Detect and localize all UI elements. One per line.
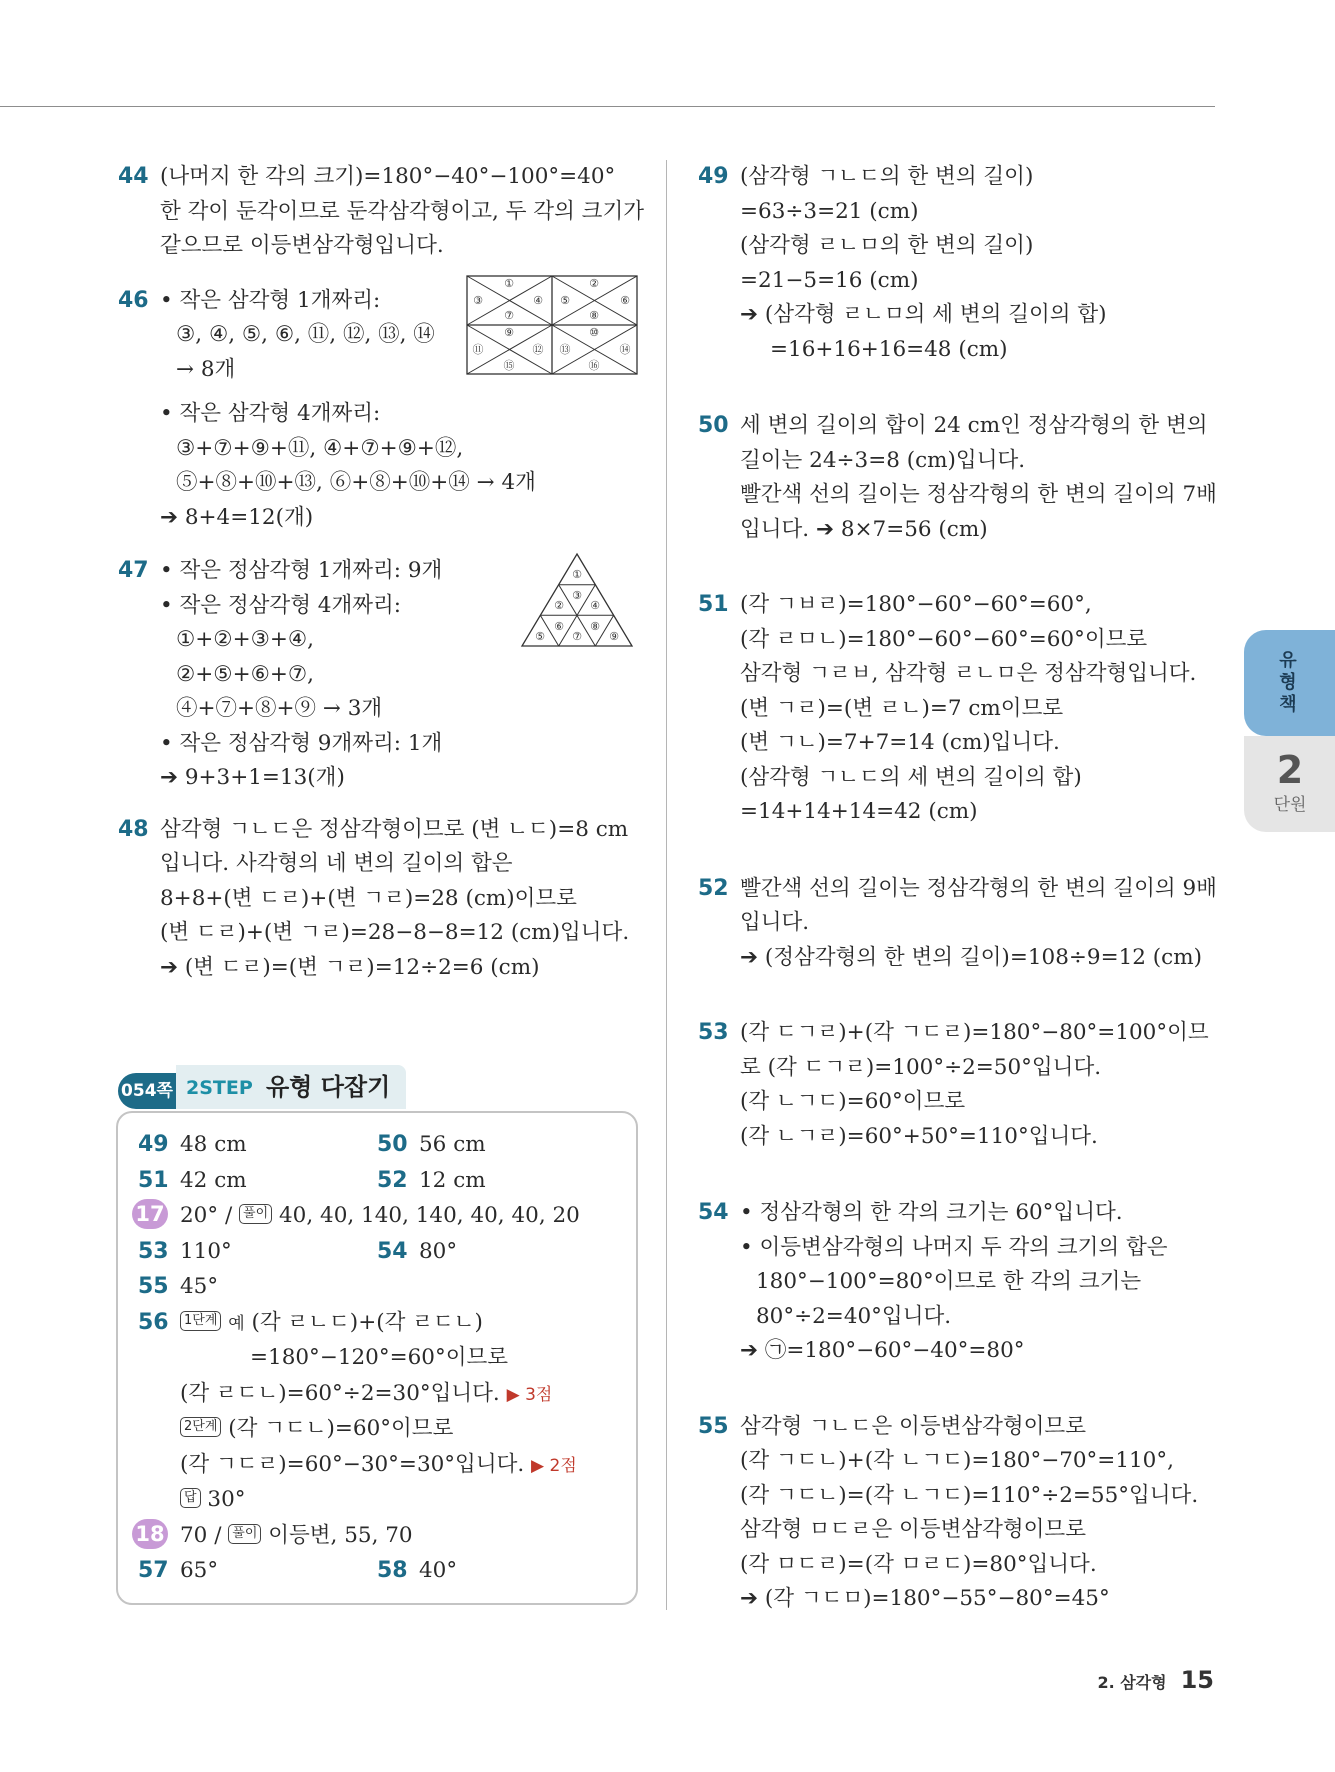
- page-footer: [1097, 1666, 1214, 1694]
- answer-value: 12 cm: [419, 1167, 486, 1193]
- problem-53: [698, 1016, 1218, 1154]
- figure-label: ③: [572, 589, 582, 602]
- answer-value: 30°: [200, 1487, 246, 1512]
- problem-number: 47: [118, 558, 149, 583]
- answer-value: 56 cm: [419, 1132, 486, 1157]
- figure-label: ②: [554, 599, 564, 612]
- figure-label: ⑧: [590, 620, 600, 633]
- section-name: 2. 삼각형: [1097, 1673, 1167, 1692]
- column-divider: [666, 160, 667, 1610]
- problem-number: 55: [698, 1413, 729, 1439]
- solution-line: ⑤+⑧+⑩+⑬, ⑥+⑧+⑩+⑭ → 4개: [176, 470, 536, 495]
- answer-number: 55: [138, 1274, 169, 1299]
- left-column: [118, 160, 644, 1605]
- answer-row: [138, 1163, 624, 1199]
- solution-line: (변 ㄷㄹ)+(변 ㄱㄹ)=28−8−8=12 (cm)입니다.: [160, 920, 630, 945]
- step-tag: 2단계: [180, 1417, 221, 1437]
- solution-line: (각 ㄷㄱㄹ)+(각 ㄱㄷㄹ)=180°−80°=100°이므: [740, 1020, 1209, 1045]
- problem-49: [698, 160, 1218, 367]
- problem-44: [118, 160, 644, 264]
- figure-label: ⑥: [554, 620, 564, 633]
- problem-48: [118, 813, 644, 986]
- answer-value: 48 cm: [180, 1132, 247, 1157]
- figure-label: ④: [590, 599, 600, 612]
- solution-line: =21−5=16 (cm): [740, 267, 919, 293]
- solution-line: ④+⑦+⑧+⑨ → 3개: [176, 696, 383, 721]
- solution-line: ➔ 9+3+1=13(개): [160, 765, 345, 790]
- answer-row: [138, 1234, 624, 1270]
- answer-row: [138, 1127, 624, 1163]
- solution-line: =63÷3=21 (cm): [740, 198, 919, 224]
- solution-line: ③+⑦+⑨+⑪, ④+⑦+⑨+⑫,: [176, 435, 464, 461]
- page-number: 15: [1180, 1666, 1214, 1694]
- equilateral-triangle-figure: [520, 552, 634, 648]
- figure-label: ⑦: [504, 308, 514, 322]
- answer-number: 54: [377, 1238, 408, 1264]
- answer-row: [138, 1447, 624, 1483]
- figure-label: ⑨: [609, 630, 619, 643]
- right-column: [698, 160, 1218, 1617]
- answer-value: 45°: [180, 1274, 219, 1299]
- answer-value: (각 ㄹㄴㄷ)+(각 ㄹㄷㄴ): [244, 1309, 483, 1335]
- figure-label: ⑦: [572, 630, 582, 643]
- answer-row: [135, 1518, 624, 1554]
- book-tab[interactable]: [1244, 630, 1335, 736]
- solution-line: 길이는 24÷3=8 (cm)입니다.: [740, 447, 1026, 473]
- figure-label: ⑮: [503, 358, 515, 372]
- solution-line: ➔ (정삼각형의 한 변의 길이)=108÷9=12 (cm): [740, 944, 1202, 970]
- problem-55: [698, 1410, 1218, 1617]
- answer-number: 57: [138, 1558, 169, 1583]
- figure-label: ④: [533, 293, 543, 307]
- solution-line: ①+②+③+④,: [176, 627, 314, 652]
- problem-number: 52: [698, 875, 729, 901]
- solution-line: (각 ㄹㅁㄴ)=180°−60°−60°=60°이므로: [740, 626, 1148, 652]
- solution-line: 입니다. 사각형의 네 변의 길이의 합은: [160, 851, 513, 876]
- solution-line: (각 ㄴㄱㄷ)=60°이므로: [740, 1089, 966, 1114]
- problem-50: [698, 409, 1218, 547]
- solution-line: • 작은 삼각형 1개짜리:: [160, 287, 381, 313]
- example-mark: 예: [228, 1313, 245, 1334]
- question-bubble: 18: [132, 1519, 168, 1549]
- solution-line: (각 ㄱㄷㄴ)+(각 ㄴㄱㄷ)=180°−70°=110°,: [740, 1448, 1174, 1473]
- figure-label: ⑯: [588, 358, 600, 372]
- solution-line: (삼각형 ㄹㄴㅁ의 한 변의 길이): [740, 233, 1034, 258]
- figure-label: ⑤: [535, 630, 545, 643]
- answer-number: 51: [138, 1167, 169, 1193]
- solution-line: 입니다.: [740, 910, 810, 935]
- answer-number: 58: [377, 1558, 408, 1583]
- figure-label: ⑤: [560, 293, 570, 307]
- figure-label: ⑧: [589, 308, 599, 322]
- solution-line: 삼각형 ㄱㄹㅂ, 삼각형 ㄹㄴㅁ은 정삼각형입니다.: [740, 661, 1197, 686]
- solution-line: (각 ㄴㄱㄹ)=60°+50°=110°입니다.: [740, 1123, 1098, 1149]
- solution-line: ➔ (각 ㄱㄷㅁ)=180°−55°−80°=45°: [740, 1586, 1110, 1611]
- solution-line: (변 ㄱㄹ)=(변 ㄹㄴ)=7 cm이므로: [740, 695, 1064, 721]
- answer-number: 49: [138, 1132, 169, 1157]
- answer-value: (각 ㄱㄷㄴ)=60°이므로: [221, 1416, 454, 1441]
- solution-line: • 작은 정삼각형 9개짜리: 1개: [160, 730, 443, 756]
- problem-number: 44: [118, 164, 149, 189]
- answer-frame: [116, 1111, 638, 1605]
- problem-number: 50: [698, 413, 729, 438]
- step-label: 2STEP: [186, 1077, 253, 1099]
- figure-label: ⑬: [559, 342, 571, 356]
- solution-line: 한 각이 둔각이므로 둔각삼각형이고, 두 각의 크기가: [160, 198, 644, 224]
- figure-label: ①: [504, 276, 514, 290]
- solution-line: • 작은 정삼각형 4개짜리:: [160, 592, 402, 618]
- solution-line: 180°−100°=80°이므로 한 각의 크기는: [756, 1269, 1142, 1294]
- step-tag: 1단계: [180, 1311, 221, 1331]
- solution-tag: 풀이: [228, 1524, 261, 1544]
- problem-47: [118, 554, 644, 796]
- solution-line: (나머지 한 각의 크기)=180°−40°−100°=40°: [160, 164, 616, 189]
- solution-line: 로 (각 ㄷㄱㄹ)=100°÷2=50°입니다.: [740, 1054, 1102, 1080]
- problem-52: [698, 872, 1218, 976]
- solution-line: (각 ㅁㄷㄹ)=(각 ㅁㄹㄷ)=80°입니다.: [740, 1551, 1097, 1577]
- score-points: ▶ 3점: [506, 1384, 553, 1405]
- solution-line: • 이등변삼각형의 나머지 두 각의 크기의 합은: [740, 1234, 1168, 1260]
- solution-line: → 8개: [176, 356, 236, 382]
- solution-line: =14+14+14=42 (cm): [740, 799, 978, 824]
- answer-number: 52: [377, 1167, 408, 1193]
- solution-line: 빨간색 선의 길이는 정삼각형의 한 변의 길이의 7배: [740, 482, 1217, 507]
- solution-line: ➔ (변 ㄷㄹ)=(변 ㄱㄹ)=12÷2=6 (cm): [160, 954, 540, 980]
- solution-line: (각 ㄱㅂㄹ)=180°−60°−60°=60°,: [740, 592, 1092, 617]
- solution-line: (삼각형 ㄱㄴㄷ의 세 변의 길이의 합): [740, 764, 1082, 790]
- answer-value: (각 ㄹㄷㄴ)=60°÷2=30°입니다.: [180, 1380, 507, 1406]
- answer-row: [135, 1198, 624, 1234]
- figure-label: ⑩: [589, 325, 599, 339]
- problem-number: 54: [698, 1200, 729, 1225]
- problem-number: 51: [698, 592, 729, 617]
- solution-line: (각 ㄱㄷㄴ)=(각 ㄴㄱㄷ)=110°÷2=55°입니다.: [740, 1482, 1199, 1508]
- figure-label: ①: [572, 568, 582, 581]
- question-bubble: 17: [132, 1199, 168, 1229]
- answer-value: 65°: [180, 1558, 219, 1583]
- answer-row: [138, 1269, 624, 1305]
- figure-label: ⑪: [472, 342, 484, 356]
- answer-value: 42 cm: [180, 1167, 247, 1193]
- answer-value: =180°−120°=60°이므로: [250, 1345, 509, 1370]
- answer-value: 70 /: [180, 1522, 229, 1548]
- problem-46: [118, 276, 644, 536]
- solution-line: =16+16+16=48 (cm): [770, 336, 1008, 362]
- answer-row: [138, 1482, 624, 1518]
- solution-line: • 작은 정삼각형 1개짜리: 9개: [160, 558, 443, 583]
- unit-number: 2: [1276, 748, 1304, 792]
- figure-label: ⑭: [619, 342, 631, 356]
- figure-label: ③: [473, 293, 483, 307]
- answer-number: 50: [377, 1132, 408, 1157]
- problem-number: 49: [698, 164, 729, 189]
- answer-row: [138, 1340, 624, 1376]
- score-points: ▶ 2점: [531, 1455, 577, 1476]
- answer-box: [116, 1065, 638, 1605]
- answer-row: [138, 1305, 624, 1341]
- book-tab-label: 유형책: [1279, 650, 1297, 715]
- page-tag: 054쪽: [118, 1073, 176, 1109]
- answer-box-header: [116, 1065, 638, 1111]
- solution-line: 80°÷2=40°입니다.: [756, 1303, 952, 1329]
- problem-51: [698, 588, 1218, 830]
- answer-row: [138, 1376, 624, 1412]
- solution-line: ➔ ㉠=180°−60°−40°=80°: [740, 1338, 1025, 1363]
- solution-line: ②+⑤+⑥+⑦,: [176, 661, 314, 687]
- answer-value: (각 ㄱㄷㄹ)=60°−30°=30°입니다.: [180, 1451, 532, 1477]
- answer-row: [138, 1411, 624, 1447]
- solution-line: ➔ (삼각형 ㄹㄴㅁ의 세 변의 길이의 합): [740, 302, 1107, 327]
- figure-label: ⑫: [532, 342, 544, 356]
- answer-number: 53: [138, 1238, 169, 1264]
- solution-line: 삼각형 ㄱㄴㄷ은 정삼각형이므로 (변 ㄴㄷ)=8 cm: [160, 816, 629, 842]
- figure-label: ②: [589, 276, 599, 290]
- solution-line: • 작은 삼각형 4개짜리:: [160, 401, 381, 426]
- problem-number: 48: [118, 816, 149, 842]
- figure-label: ⑥: [620, 293, 630, 307]
- rectangle-triangle-figure: [466, 275, 638, 375]
- solution-line: ③, ④, ⑤, ⑥, ⑪, ⑫, ⑬, ⑭: [176, 322, 435, 347]
- solution-line: (변 ㄱㄴ)=7+7=14 (cm)입니다.: [740, 730, 1060, 755]
- top-rule: [0, 106, 1215, 107]
- answer-value: 40, 40, 140, 140, 40, 40, 20: [272, 1203, 580, 1228]
- problem-number: 46: [118, 287, 149, 313]
- solution-line: ➔ 8+4=12(개): [160, 504, 314, 530]
- answer-tag: 답: [180, 1488, 201, 1508]
- solution-line: • 정삼각형의 한 각의 크기는 60°입니다.: [740, 1200, 1123, 1225]
- solution-line: 8+8+(변 ㄷㄹ)+(변 ㄱㄹ)=28 (cm)이므로: [160, 885, 577, 911]
- unit-label: 단원: [1273, 795, 1307, 815]
- answer-value: 이등변, 55, 70: [261, 1522, 413, 1548]
- solution-line: 입니다. ➔ 8×7=56 (cm): [740, 516, 988, 542]
- problem-54: [698, 1196, 1218, 1369]
- answer-value: 40°: [419, 1558, 458, 1583]
- answer-value: 80°: [419, 1238, 458, 1264]
- solution-line: 빨간색 선의 길이는 정삼각형의 한 변의 길이의 9배: [740, 875, 1217, 901]
- answer-value: 110°: [180, 1238, 232, 1264]
- section-title: 유형 다잡기: [266, 1073, 391, 1101]
- solution-tag: 풀이: [239, 1204, 272, 1224]
- solution-line: 삼각형 ㄱㄴㄷ은 이등변삼각형이므로: [740, 1413, 1086, 1439]
- answer-value: 20° /: [180, 1203, 240, 1228]
- solution-line: 삼각형 ㅁㄷㄹ은 이등변삼각형이므로: [740, 1517, 1086, 1542]
- figure-label: ⑨: [504, 325, 514, 339]
- answer-row: [138, 1553, 624, 1589]
- solution-line: 세 변의 길이의 합이 24 cm인 정삼각형의 한 변의: [740, 413, 1208, 438]
- unit-tab[interactable]: [1244, 736, 1335, 832]
- problem-number: 53: [698, 1020, 729, 1045]
- solution-line: 같으므로 이등변삼각형입니다.: [160, 233, 444, 258]
- answer-number: 56: [138, 1309, 169, 1335]
- solution-line: (삼각형 ㄱㄴㄷ의 한 변의 길이): [740, 164, 1034, 189]
